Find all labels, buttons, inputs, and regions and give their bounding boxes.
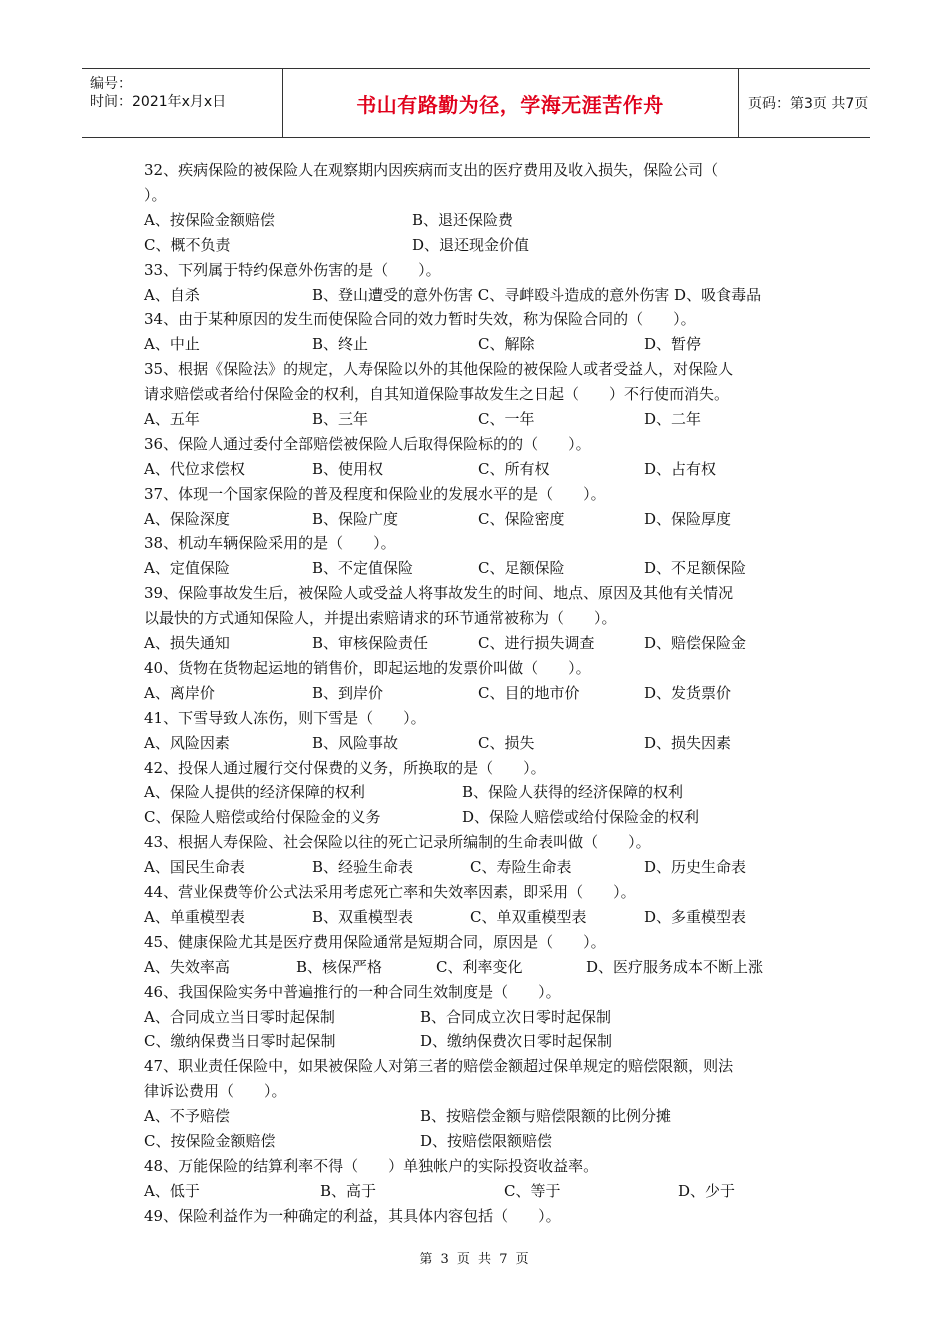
question-stem-continued: 以最快的方式通知保险人，并提出索赔请求的环节通常被称为（ ）。 — [144, 609, 617, 628]
answer-option: D、少于 — [678, 1181, 736, 1200]
option-row — [144, 805, 812, 830]
question-stem: 42、投保人通过履行交付保费的义务，所换取的是（ ）。 — [144, 758, 546, 777]
answer-option: D、暂停 — [644, 335, 702, 354]
answer-option: C、利率变化 — [436, 957, 523, 976]
answer-option: B、合同成立次日零时起保制 — [420, 1007, 612, 1026]
answer-option: C、寿险生命表 — [470, 858, 572, 877]
answer-option: D、二年 — [644, 410, 702, 428]
answer-option: D、医疗服务成本不断上涨 — [586, 957, 764, 976]
option-row — [144, 457, 812, 482]
answer-option: B、按赔偿金额与赔偿限额的比例分摊 — [420, 1107, 672, 1126]
answer-option: D、损失因素 — [644, 733, 732, 752]
header-page-cell — [738, 69, 870, 137]
header-motto-cell — [282, 69, 739, 137]
answer-option: C、目的地市价 — [478, 683, 580, 702]
answer-option: C、进行损失调查 — [478, 634, 595, 653]
answer-option: C、缴纳保费当日零时起保制 — [144, 1032, 336, 1051]
answer-option: D、多重模型表 — [644, 907, 747, 926]
answer-option: B、经验生命表 — [312, 858, 414, 877]
answer-option: A、代位求偿权 — [144, 459, 245, 478]
answer-option: D、缴纳保费次日零时起保制 — [420, 1032, 613, 1051]
answer-option: D、保险厚度 — [644, 509, 732, 528]
option-row — [144, 1129, 812, 1154]
answer-option: A、低于 — [144, 1181, 200, 1200]
question-stem: 47、职业责任保险中，如果被保险人对第三者的赔偿金额超过保单规定的赔偿限额，则法 — [144, 1057, 734, 1076]
answer-option: B、核保严格 — [296, 957, 383, 976]
question-stem: 36、保险人通过委付全部赔偿被保险人后取得保险标的的（ ）。 — [144, 434, 591, 453]
question-stem: 40、货物在货物起运地的销售价，即起运地的发票价叫做（ ）。 — [144, 658, 591, 677]
option-row — [144, 556, 812, 581]
page-footer: 第 3 页 共 7 页 — [419, 1252, 531, 1267]
option-row — [144, 780, 812, 805]
option-row — [144, 507, 812, 532]
question-stem: 39、保险事故发生后，被保险人或受益人将事故发生的时间、地点、原因及其他有关情况 — [144, 584, 734, 603]
question-stem: 46、我国保险实务中普遍推行的一种合同生效制度是（ ）。 — [144, 982, 561, 1001]
document-number-label: 编号： — [90, 76, 132, 92]
answer-option: A、自杀 — [144, 285, 200, 304]
answer-option: A、离岸价 — [144, 683, 215, 702]
answer-option: B、到岸价 — [312, 683, 384, 702]
answer-option: D、占有权 — [644, 459, 717, 478]
answer-option: B、高于 — [320, 1181, 377, 1200]
question-stem: 35、根据《保险法》的规定，人寿保险以外的其他保险的被保险人或者受益人，对保险人 — [144, 360, 734, 379]
answer-option: B、终止 — [312, 335, 369, 354]
answer-option: B、使用权 — [312, 459, 384, 478]
answer-option: C、保险人赔偿或给付保险金的义务 — [144, 808, 381, 827]
answer-option: C、损失 — [478, 733, 535, 752]
answer-option: C、单双重模型表 — [470, 907, 587, 926]
answer-option: D、赔偿保险金 — [644, 634, 747, 653]
answer-option: B、退还保险费 — [412, 210, 514, 229]
page-header — [82, 68, 870, 138]
question-stem: 49、保险利益作为一种确定的利益，其具体内容包括（ ）。 — [144, 1206, 561, 1225]
question-stem: 43、根据人寿保险、社会保险以往的死亡记录所编制的生命表叫做（ ）。 — [144, 833, 651, 852]
option-row — [144, 905, 812, 930]
option-row — [144, 332, 812, 357]
answer-option: C、等于 — [504, 1181, 561, 1200]
answer-option: D、退还现金价值 — [412, 235, 530, 254]
question-stem: 45、健康保险尤其是医疗费用保险通常是短期合同，原因是（ ）。 — [144, 932, 606, 951]
answer-option: D、发货票价 — [644, 683, 732, 702]
answer-option: C、足额保险 — [478, 559, 565, 578]
answer-option: C、按保险金额赔偿 — [144, 1132, 276, 1151]
option-row — [144, 855, 812, 880]
question-stem: 38、机动车辆保险采用的是（ ）。 — [144, 534, 396, 553]
option-row — [144, 208, 812, 233]
option-row — [144, 1104, 812, 1129]
answer-option: A、保险深度 — [144, 509, 230, 528]
option-row — [144, 731, 812, 756]
answer-option: D、不足额保险 — [644, 559, 747, 578]
answer-option: D、保险人赔偿或给付保险金的权利 — [462, 808, 700, 827]
answer-option: A、中止 — [144, 335, 200, 354]
answer-option: A、保险人提供的经济保障的权利 — [144, 783, 365, 802]
answer-option: B、登山遭受的意外伤害 C、寻衅殴斗造成的意外伤害 D、吸食毒品 — [312, 285, 762, 304]
document-date-label: 时间：2021年x月x日 — [90, 94, 227, 110]
answer-option: B、保险人获得的经济保障的权利 — [462, 783, 684, 802]
question-stem-continued: ）。 — [144, 185, 167, 204]
header-motto: 书山有路勤为径，学海无涯苦作舟 — [356, 93, 664, 117]
answer-option: A、失效率高 — [144, 957, 230, 976]
answer-option: C、保险密度 — [478, 509, 565, 528]
option-row — [144, 1029, 812, 1054]
answer-option: C、所有权 — [478, 459, 550, 478]
answer-option: A、单重模型表 — [144, 907, 245, 926]
answer-option: A、国民生命表 — [144, 858, 245, 877]
answer-option: A、定值保险 — [144, 559, 230, 578]
question-stem-continued: 律诉讼费用（ ）。 — [144, 1082, 287, 1101]
answer-option: C、概不负责 — [144, 235, 231, 254]
answer-option: B、不定值保险 — [312, 559, 414, 578]
answer-option: B、风险事故 — [312, 733, 399, 752]
answer-option: D、按赔偿限额赔偿 — [420, 1132, 553, 1151]
option-row — [144, 955, 812, 980]
question-stem: 44、营业保费等价公式法采用考虑死亡率和失效率因素，即采用（ ）。 — [144, 883, 636, 902]
option-row — [144, 1005, 812, 1030]
option-row — [144, 631, 812, 656]
answer-option: A、五年 — [144, 410, 200, 428]
option-row — [144, 283, 812, 308]
answer-option: B、三年 — [312, 410, 369, 428]
answer-option: B、保险广度 — [312, 509, 399, 528]
option-row — [144, 233, 812, 258]
answer-option: A、损失通知 — [144, 634, 230, 653]
header-page-info: 页码：第3页 共7页 — [748, 96, 869, 112]
answer-option: C、解除 — [478, 335, 535, 354]
question-stem: 41、下雪导致人冻伤，则下雪是（ ）。 — [144, 708, 426, 727]
option-row — [144, 407, 812, 432]
question-stem: 34、由于某种原因的发生而使保险合同的效力暂时失效，称为保险合同的（ ）。 — [144, 310, 696, 329]
answer-option: B、双重模型表 — [312, 907, 414, 926]
answer-option: A、合同成立当日零时起保制 — [144, 1007, 335, 1026]
question-stem: 48、万能保险的结算利率不得（ ）单独帐户的实际投资收益率。 — [144, 1156, 599, 1175]
answer-option: A、按保险金额赔偿 — [144, 210, 275, 229]
option-row — [144, 1179, 812, 1204]
answer-option: A、风险因素 — [144, 733, 230, 752]
question-stem-continued: 请求赔偿或者给付保险金的权利，自其知道保险事故发生之日起（ ）不行使而消失。 — [144, 385, 730, 404]
question-stem: 37、体现一个国家保险的普及程度和保险业的发展水平的是（ ）。 — [144, 484, 606, 503]
header-meta-cell — [82, 69, 283, 137]
question-stem: 33、下列属于特约保意外伤害的是（ ）。 — [144, 260, 441, 279]
answer-option: B、审核保险责任 — [312, 634, 429, 653]
answer-option: C、一年 — [478, 410, 535, 428]
option-row — [144, 681, 812, 706]
answer-option: D、历史生命表 — [644, 858, 747, 877]
question-list — [144, 158, 812, 1229]
answer-option: A、不予赔偿 — [144, 1107, 230, 1126]
question-stem: 32、疾病保险的被保险人在观察期内因疾病而支出的医疗费用及收入损失，保险公司（ — [144, 161, 719, 179]
